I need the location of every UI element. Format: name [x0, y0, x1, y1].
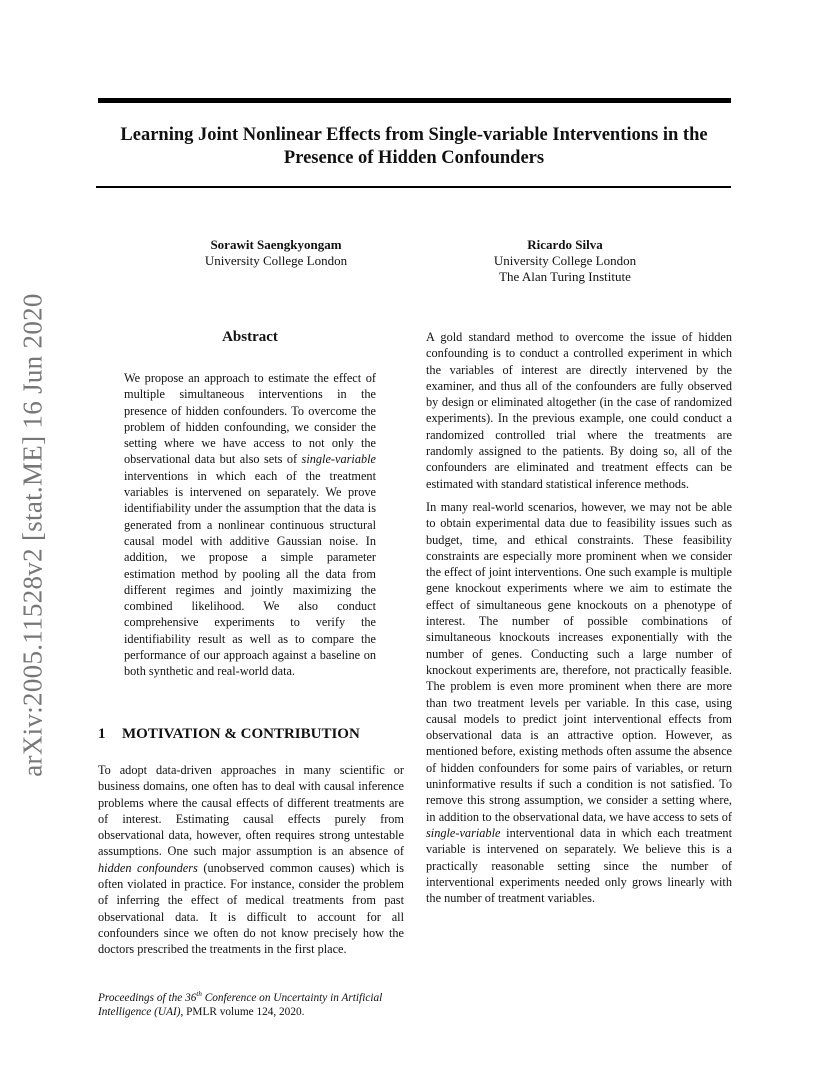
paragraph-text-part: In many real-world scenarios, however, we may not be able to obtain experimental data due to feasibility issues such as budget, time, and ethical constraints. These feasibility constraints are especially more prominent when we consider the effect of joint interventions. One such example is multiple gene knockout experiments where we aim to estimate the effect of simultaneous gene knockouts on a phenotype of interest. The number of possible combinations of simultaneous knockouts increases exponentially with the number of genes. Conducting such a large number of knockout experiments are, therefore, not practically feasible. The problem is even more prominent when there are more than two treatment levels per variable. In this case, using causal models to predict joint interventional effects from observational data is an attractive option. However, as mentioned before, existing methods often assume the absence of hidden confounders for some pairs of variables, or return uninformative results if such a condition is not satisfied. To remove this strong assumption, we consider a setting where, in addition to the observational data, we have access to sets of [426, 499, 732, 824]
right-paragraph-1: A gold standard method to overcome the issue of hidden confounding is to conduct a controlled experiment in which the variables of interest are directly intervened by the examiner, and thus all of the confounders are fully observed by design or eliminated altogether (in the case of randomized experiments). In the previous example, one could conduct a randomized controlled trial where the treatments are randomly assigned to the patients. By doing so, all of the confounders are eliminated and treatment effects can be estimated with standard statistical inference methods. [426, 330, 732, 491]
right-paragraph-2 [426, 499, 732, 906]
section-heading [98, 726, 398, 743]
top-rule [98, 98, 731, 103]
author-block-2 [455, 237, 675, 285]
paragraph-emphasis: hidden confounders [98, 860, 198, 875]
section-number: 1 [98, 726, 106, 742]
author-affiliation: University College London [204, 253, 348, 268]
author-name: Sorawit Saengkyongam [210, 237, 342, 252]
abstract-emphasis: single-variable [301, 452, 376, 467]
author-block-1 [176, 237, 376, 269]
abstract-text-part: We propose an approach to estimate the effect of multiple simultaneous interventions in the presence of hidden confounders. To overcome the problem of hidden confounding, we consider the setting where we have access to not only the observational data but also sets of [124, 371, 376, 467]
author-affiliation: University College London [493, 253, 637, 268]
paragraph-text-part: To adopt data-driven approaches in many scientific or business domains, one often has to deal with causal inference problems where the causal effects of different treatments are of interest. Estimating causal effects purely from observational data, however, often requires strong untestable assumptions. One such major assumption is an absence of [98, 763, 404, 859]
paper-title [96, 124, 732, 170]
title-line-1: Learning Joint Nonlinear Effects from Single-variable Interventions in the [120, 125, 708, 145]
author-name: Ricardo Silva [527, 237, 603, 252]
title-rule [96, 186, 731, 188]
abstract-text [124, 370, 376, 680]
paragraph-emphasis: single-variable [426, 825, 501, 840]
section-1-paragraph [98, 762, 404, 958]
title-line-2: Presence of Hidden Confounders [283, 148, 545, 168]
footnote-text: , PMLR volume 124, 2020. [180, 1006, 305, 1019]
author-affiliation: The Alan Turing Institute [499, 269, 631, 284]
abstract-text-part: interventions in which each of the treatment variables is intervened on separately. We prove identifiability under the assumption that the data is generated from a nonlinear continuous structural causal model with additive Gaussian noise. In addition, we propose a simple parameter estimation method by pooling all the data from different regimes and jointly maximizing the combined likelihood. We also conduct comprehensive experiments to verify the identifiability result as well as to compare the performance of our approach against a baseline on both synthetic and real-world data. [124, 468, 376, 679]
section-title: MOTIVATION & CONTRIBUTION [122, 726, 360, 742]
proceedings-footnote [98, 987, 404, 1020]
arxiv-stamp: arXiv:2005.11528v2 [stat.ME] 16 Jun 2020 [17, 293, 48, 777]
arxiv-identifier-margin [2, 290, 64, 780]
abstract-heading: Abstract [222, 329, 278, 345]
paragraph-text-part: (unobserved common causes) which is often violated in practice. For instance, consider the problem of inferring the effect of medical treatments from past observational data. It is difficult to account for all confounders since we often do not know precisely how the doctors prescribed the treatments in the first place. [98, 860, 404, 957]
paragraph-text-part: interventional data in which each treatment variable is intervened on separately. We believe this is a practically reasonable setting since the number of interventional experiments needed only grows linearly with the number of treatment variables. [426, 825, 732, 906]
footnote-text: Conference on Uncertainty in Artificial Intelligence (UAI) [98, 991, 383, 1019]
footnote-superscript: th [196, 990, 202, 998]
right-column [426, 329, 732, 913]
footnote-text: Proceedings of the 36 [98, 991, 197, 1004]
